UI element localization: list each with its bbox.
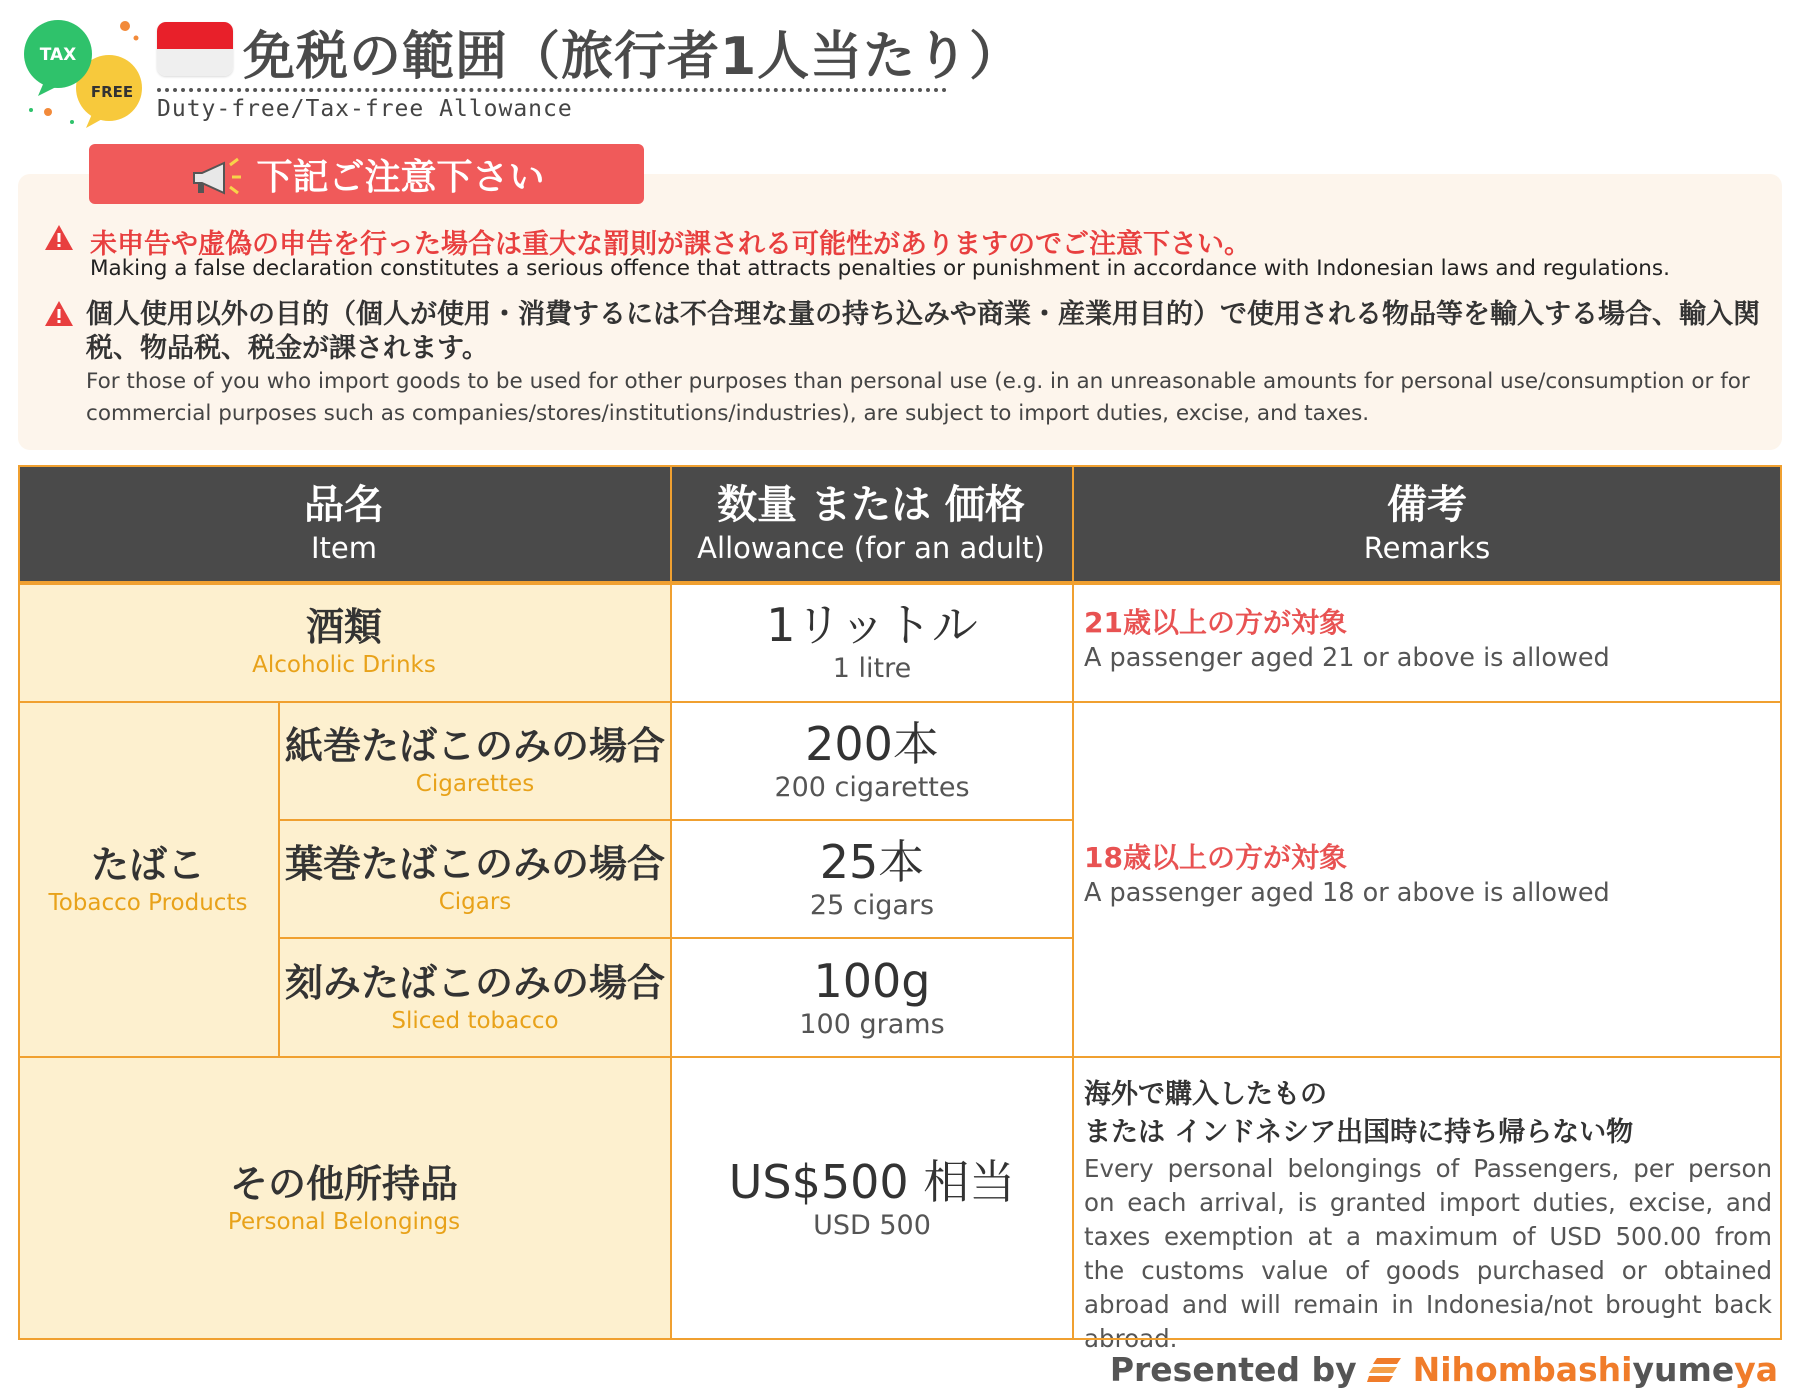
megaphone-icon bbox=[188, 153, 242, 195]
header-allowance: 数量 または 価格 Allowance (for an adult) bbox=[697, 482, 1045, 565]
item-tobacco: たばこ Tobacco Products bbox=[18, 701, 278, 1056]
page-title: 免税の範囲（旅行者1人当たり） bbox=[243, 27, 1023, 87]
header-remarks: 備考 Remarks bbox=[1363, 482, 1491, 565]
tax-free-logo bbox=[22, 18, 147, 130]
logo-tax-text: TAX bbox=[39, 45, 77, 65]
allowance-personal-belongings: US$500 相当 USD 500 bbox=[670, 1056, 1072, 1340]
warning2-jp: 個人使用以外の目的（個人が使用・消費するには不合理な量の持ち込みや商業・産業用目的）で使用される物品等を輸入する場合、輸入関税、物品税、税金が課されます。 bbox=[86, 299, 1760, 364]
page-subtitle: Duty-free/Tax-free Allowance bbox=[157, 96, 573, 122]
allowance-sliced-tobacco: 100g 100 grams bbox=[670, 937, 1072, 1056]
allowance-alcohol: 1リットル 1 litre bbox=[670, 583, 1072, 701]
brand-logo-icon bbox=[1367, 1355, 1403, 1385]
notice-tab bbox=[89, 144, 644, 204]
brand-name: Nihombashiyumeya bbox=[1412, 1350, 1778, 1389]
warning-icon bbox=[44, 300, 74, 327]
footer-credit bbox=[1110, 1350, 1778, 1389]
indonesia-flag-icon bbox=[157, 22, 233, 76]
subitem-cigarettes: 紙巻たばこのみの場合 Cigarettes bbox=[278, 701, 670, 819]
warning1-jp: 未申告や虚偽の申告を行った場合は重大な罰則が課される可能性がありますのでご注意下さい。 bbox=[90, 229, 1251, 260]
remark-tobacco: 18歳以上の方が対象 A passenger aged 18 or above is allowed bbox=[1072, 701, 1782, 1056]
header-item: 品名 Item bbox=[304, 482, 384, 565]
remark-personal-belongings: 海外で購入したもの または インドネシア出国時に持ち帰らない物 Every personal belongings of Passengers, per person on each arrival, is granted import duties, excise, and taxes exemption at a maximum of USD 500.00 from the customs value of goods purchased or obtained abroad and will remain in Indonesia/not brought back abroad. bbox=[1072, 1056, 1782, 1340]
notice-tab-label: 下記ご注意下さい bbox=[256, 156, 545, 198]
allowance-cigars: 25本 25 cigars bbox=[670, 819, 1072, 937]
remark-alcohol: 21歳以上の方が対象 A passenger aged 21 or above is allowed bbox=[1072, 583, 1782, 701]
item-personal-belongings: その他所持品 Personal Belongings bbox=[18, 1056, 670, 1340]
header-divider bbox=[670, 465, 672, 583]
warning2-en: For those of you who import goods to be used for other purposes than personal use (e.g. in an unreasonable amounts for personal use/consumption or for commercial purposes such as companies/stores/institutions/industries), are subject to import duties, excise, and taxes. bbox=[86, 369, 1750, 426]
subitem-sliced-tobacco: 刻みたばこのみの場合 Sliced tobacco bbox=[278, 937, 670, 1056]
subitem-cigars: 葉巻たばこのみの場合 Cigars bbox=[278, 819, 670, 937]
item-alcohol: 酒類 Alcoholic Drinks bbox=[18, 583, 670, 701]
title-divider bbox=[157, 88, 947, 92]
logo-free-text: FREE bbox=[90, 83, 134, 101]
allowance-cigarettes: 200本 200 cigarettes bbox=[670, 701, 1072, 819]
header-divider bbox=[1072, 465, 1074, 583]
table-body-border bbox=[18, 583, 1782, 1340]
warning1-en: Making a false declaration constitutes a serious offence that attracts penalties or punishment in accordance with Indonesian laws and regulations. bbox=[90, 256, 1670, 281]
warning-icon bbox=[44, 224, 74, 251]
presented-by-label: Presented by bbox=[1109, 1350, 1357, 1389]
